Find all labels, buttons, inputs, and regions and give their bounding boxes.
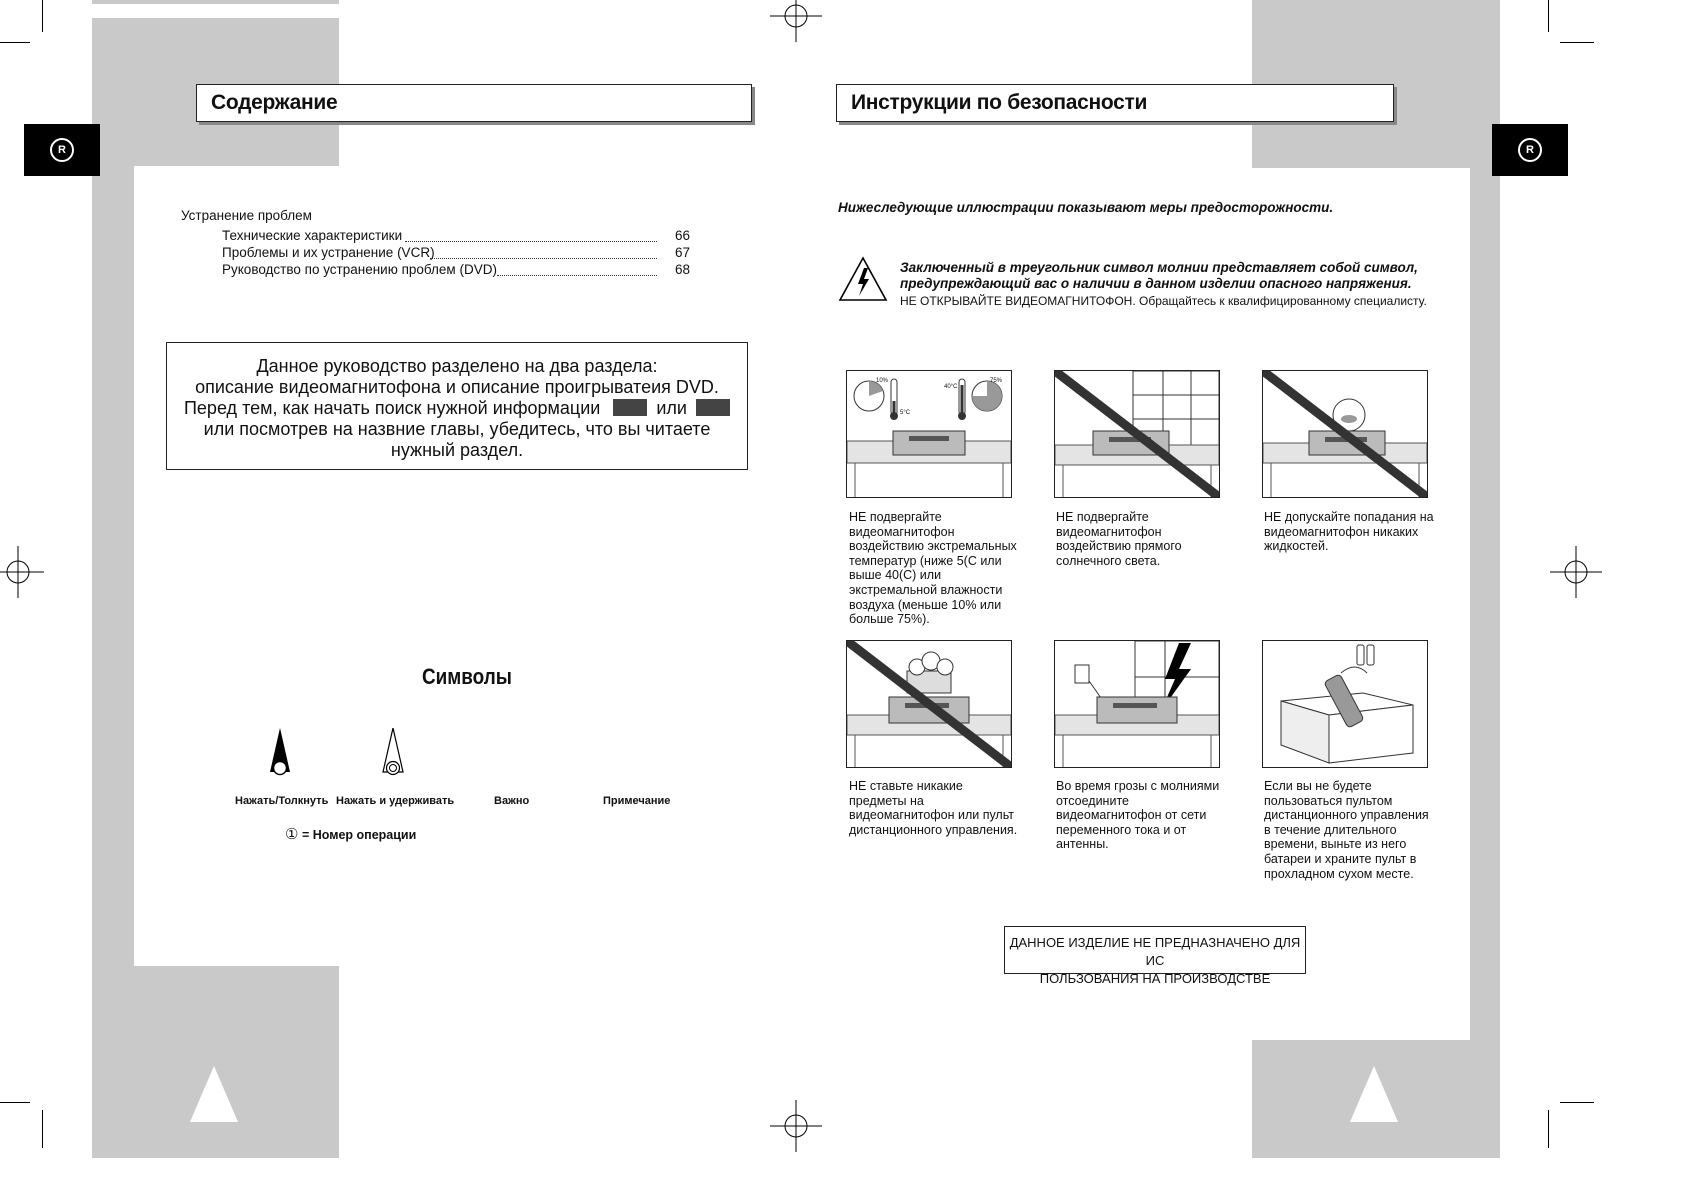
page-title: Инструкции по безопасности: [836, 84, 1394, 122]
crop-mark: [1548, 0, 1549, 32]
remote-batteries-icon: [1263, 641, 1427, 767]
operation-number-text: = Номер операции: [301, 828, 417, 842]
illustration-caption: НЕ допускайте попадания на видеомагнитофон никаких жидкостей.: [1264, 510, 1434, 554]
toc-item-page: 66: [675, 228, 691, 243]
badge-letter: R: [1518, 138, 1542, 162]
temperature-humidity-icon: [847, 371, 1011, 497]
toc-item[interactable]: [222, 228, 402, 243]
crop-mark: [42, 0, 43, 32]
language-badge-right: [1492, 124, 1568, 176]
crop-mark: [1560, 42, 1594, 43]
symbol-label: Нажать/Толкнуть: [235, 795, 329, 807]
lightning-warning-icon: [838, 256, 888, 302]
notice-line: ДАННОЕ ИЗДЕЛИЕ НЕ ПРЕДНАЗНАЧЕНО ДЛЯ ИС: [1009, 935, 1301, 968]
note-text: Перед тем, как начать поиск нужной информации: [183, 398, 601, 418]
left-page-panel: [134, 166, 757, 966]
badge-letter: R: [50, 138, 74, 162]
note-line: [167, 398, 747, 419]
illustration-caption: НЕ ставьте никакие предметы на видеомагнитофон или пульт дистанционного управления.: [849, 779, 1018, 837]
toc-leader: [405, 241, 657, 242]
illustration-label: 40°C: [944, 384, 958, 390]
note-line: или посмотрев на назвние главы, убедитесь, что вы читаете: [203, 419, 711, 439]
dvd-marker-icon: [696, 399, 730, 416]
note-line: описание видеомагнитофона и описание проигрыватеия DVD.: [195, 377, 719, 397]
triangle-up-icon: [1350, 1066, 1398, 1122]
toc-item-label: Проблемы и их устранение (VCR): [222, 245, 435, 260]
illustration-caption: Во время грозы с молниями отсоедините видеомагнитофон от сети переменного тока и от антенны.: [1056, 779, 1220, 852]
illustration-caption: НЕ подвергайте видеомагнитофон воздействию прямого солнечного света.: [1056, 510, 1182, 568]
note-line: Данное руководство разделено на два раздела:: [256, 356, 658, 376]
warning-line: предупреждающий вас о наличии в данном изделии опасного напряжения.: [900, 276, 1412, 291]
illustration-label: 10%: [876, 378, 889, 384]
toc-item-page: 67: [675, 245, 691, 260]
crop-mark: [1548, 1110, 1549, 1148]
note-line: нужный раздел.: [390, 440, 524, 460]
triangle-up-icon: [190, 1066, 238, 1122]
illustration-objects: [846, 640, 1012, 768]
lightning-storm-icon: [1055, 641, 1219, 767]
manual-note-box: [166, 342, 748, 470]
symbols-heading: Символы: [422, 664, 512, 689]
crop-mark: [1560, 1102, 1594, 1103]
page-title: Содержание: [196, 84, 752, 122]
not-for-industrial-use-notice: [1004, 926, 1306, 986]
toc-item[interactable]: [222, 262, 497, 277]
registration-mark-icon: [0, 546, 44, 598]
left-top-strip: [92, 0, 339, 4]
toc-leader: [430, 258, 657, 259]
no-sunlight-icon: [1055, 371, 1219, 497]
symbol-label: Примечание: [603, 795, 671, 807]
safety-intro: Нижеследующие иллюстрации показывают меры предосторожности.: [838, 200, 1334, 215]
toc-item-label: Технические характеристики: [222, 228, 403, 243]
operation-number-icon: ①: [285, 826, 299, 843]
warning-line: НЕ ОТКРЫВАЙТЕ ВИДЕОМАГНИТОФОН. Обращайтесь к квалифицированному специалисту.: [900, 294, 1427, 308]
registration-mark-icon: [770, 1100, 822, 1152]
illustration-label: 75%: [990, 378, 1003, 384]
toc-item[interactable]: [222, 245, 435, 260]
note-text: или: [656, 398, 687, 418]
illustration-liquids: [1262, 370, 1428, 498]
crop-mark: [0, 42, 30, 43]
vcr-marker-icon: [613, 399, 647, 416]
illustration-sunlight: [1054, 370, 1220, 498]
illustration-caption: НЕ подвергайте видеомагнитофон воздействию экстремальных температур (ниже 5(С или выше 40(С) или экстремальной влажности воздуха (меньше 10% или больше 75%).: [849, 510, 1017, 627]
notice-line: ПОЛЬЗОВАНИЯ НА ПРОИЗВОДСТВЕ: [1039, 971, 1271, 986]
toc-item-label: Руководство по устранению проблем (DVD): [222, 262, 497, 277]
illustration-label: 5°C: [900, 410, 911, 416]
symbol-label: Нажать и удерживать: [336, 795, 455, 807]
warning-line: Заключенный в треугольник символ молнии представляет собой символ,: [900, 260, 1418, 275]
illustration-temperature: [846, 370, 1012, 498]
press-push-icon: [268, 728, 292, 778]
press-hold-icon: [381, 728, 405, 778]
toc-leader: [497, 275, 657, 276]
illustration-batteries: [1262, 640, 1428, 768]
registration-mark-icon: [770, 0, 822, 42]
toc-section-heading: Устранение проблем: [181, 208, 312, 223]
illustration-caption: Если вы не будете пользоваться пультом дистанционного управления в течение длительного времени, выньте из него батареи и храните пульт в прохладном сухом месте.: [1264, 779, 1429, 881]
illustration-storm: [1054, 640, 1220, 768]
no-objects-icon: [847, 641, 1011, 767]
crop-mark: [0, 1102, 30, 1103]
toc-item-page: 68: [675, 262, 691, 277]
operation-number-legend: [285, 825, 416, 843]
symbol-label: Важно: [494, 795, 530, 807]
registration-mark-icon: [1550, 546, 1602, 598]
language-badge-left: [24, 124, 100, 176]
no-liquids-icon: [1263, 371, 1427, 497]
crop-mark: [42, 1110, 43, 1148]
